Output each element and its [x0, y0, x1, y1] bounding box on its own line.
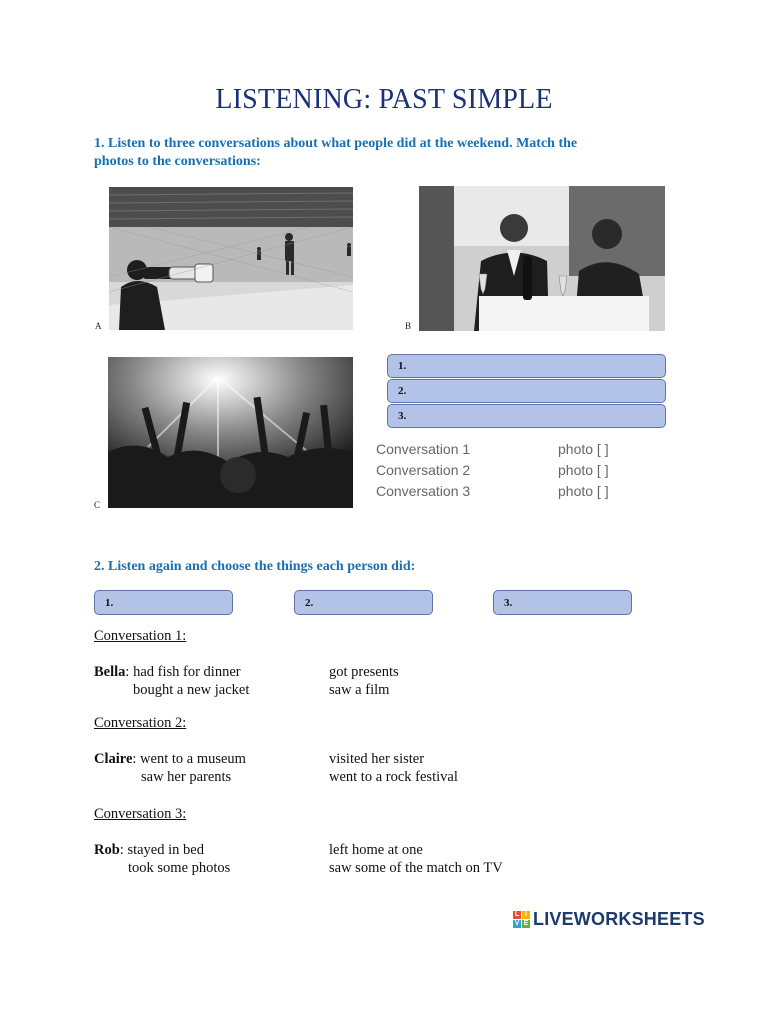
claire-item1: : went to a museum [132, 751, 246, 767]
bella-item1: : had fish for dinner [125, 664, 241, 680]
section1-instruction [94, 135, 577, 171]
bella-item3: got presents [329, 664, 399, 680]
answer-box-1[interactable] [387, 354, 666, 378]
rob-item3: left home at one [329, 842, 423, 858]
claire-item2: saw her parents [141, 769, 232, 785]
bella-item4: saw a film [329, 682, 390, 698]
answer-box-2-label: 2. [398, 385, 407, 397]
bella-line1 [94, 664, 241, 681]
conversation-2-photo: photo [ ] [558, 462, 609, 478]
section1-instruction-line1: 1. Listen to three conversations about what people did at the weekend. Match the [94, 136, 578, 151]
liveworksheets-logo[interactable] [513, 909, 705, 930]
rob-line1 [94, 842, 204, 859]
conversation-1-label: Conversation 1 [376, 441, 471, 457]
conversation-1-heading: Conversation 1: [94, 628, 187, 644]
rob-item1: : stayed in bed [119, 842, 204, 858]
section1-instruction-line2: photos to the conversations: [94, 154, 261, 169]
photo-c-concert [108, 357, 353, 508]
person-rob: Rob [94, 842, 120, 858]
photo-label-c: C [94, 500, 101, 510]
s2-answer-box-1-label: 1. [105, 596, 114, 609]
photo-label-a: A [95, 321, 102, 331]
s2-answer-box-1[interactable] [94, 590, 233, 615]
person-claire: Claire [94, 751, 133, 767]
person-bella: Bella [94, 664, 126, 680]
claire-item4: went to a rock festival [329, 769, 458, 785]
s2-answer-box-3-label: 3. [504, 596, 513, 609]
page-title: LISTENING: PAST SIMPLE [215, 84, 553, 115]
conversation-2-heading: Conversation 2: [94, 715, 187, 731]
answer-box-3-label: 3. [398, 410, 407, 422]
answer-box-1-label: 1. [398, 360, 407, 372]
conversation-3-heading: Conversation 3: [94, 806, 187, 822]
s2-answer-box-3[interactable] [493, 590, 632, 615]
conversation-3-label: Conversation 3 [376, 483, 471, 499]
s2-answer-box-2-label: 2. [305, 596, 314, 609]
logo-mark-icon: L I V E [514, 911, 529, 927]
photo-b-restaurant [419, 186, 665, 331]
conversation-3-photo: photo [ ] [558, 483, 609, 499]
rob-item2: took some photos [128, 860, 231, 876]
photo-a-football [109, 187, 353, 330]
claire-item3: visited her sister [329, 751, 425, 767]
photo-label-b: B [405, 321, 412, 331]
logo-text: LIVEWORKSHEETS [533, 909, 705, 929]
answer-box-3[interactable] [387, 404, 666, 428]
s2-answer-box-2[interactable] [294, 590, 433, 615]
conversation-1-photo: photo [ ] [558, 441, 609, 457]
claire-line1 [94, 751, 246, 768]
rob-item4: saw some of the match on TV [329, 860, 503, 876]
conversation-2-label: Conversation 2 [376, 462, 471, 478]
answer-box-2[interactable] [387, 379, 666, 403]
section2-instruction: 2. Listen again and choose the things each person did: [94, 559, 416, 574]
bella-item2: bought a new jacket [133, 682, 250, 698]
